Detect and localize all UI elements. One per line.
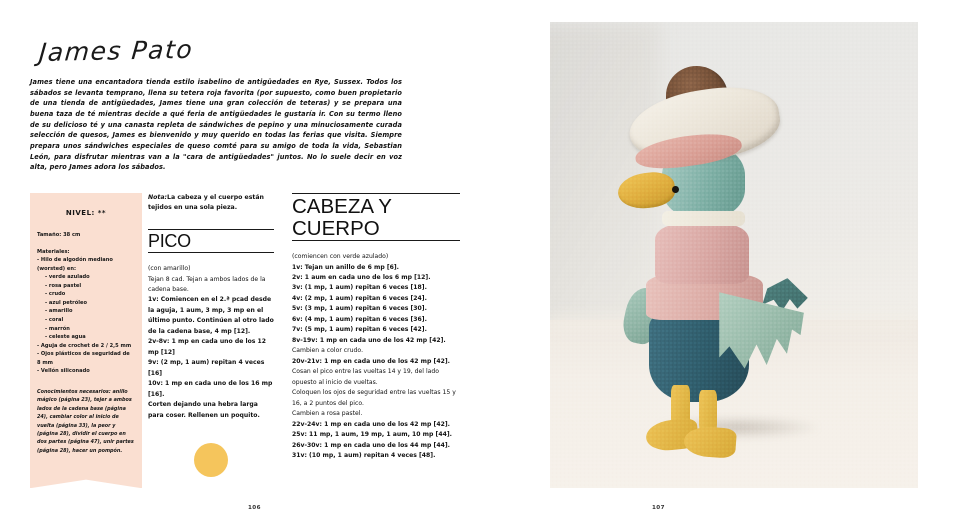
pico-rule-top bbox=[148, 229, 274, 230]
cabeza-row: 8v-19v: 1 mp en cada uno de los 42 mp [42]. bbox=[292, 336, 446, 344]
pico-instructions bbox=[148, 264, 274, 421]
pico-column bbox=[142, 193, 282, 477]
cabeza-row: 20v-21v: 1 mp en cada uno de los 42 mp [42]. bbox=[292, 357, 450, 365]
material-color: - marrón bbox=[45, 325, 70, 332]
page-number-left: 106 bbox=[248, 505, 261, 511]
material-color: - celeste agua bbox=[45, 334, 86, 341]
cabeza-row: Cambien a color crudo. bbox=[292, 347, 364, 355]
cabeza-color-note: (comiencen con verde azulado) bbox=[292, 253, 389, 261]
pattern-columns bbox=[30, 193, 494, 477]
material-color: - verde azulado bbox=[45, 274, 90, 281]
duck-foot-right bbox=[683, 426, 737, 460]
cabeza-rule-top bbox=[292, 193, 460, 194]
pico-row: 10v: 1 mp en cada uno de los 16 mp [16]. bbox=[148, 380, 273, 398]
pico-color-note: (con amarillo) bbox=[148, 265, 191, 273]
duck-neck-pink-section bbox=[655, 224, 749, 285]
cabeza-row: 6v: (4 mp, 1 aum) repitan 6 veces [36]. bbox=[292, 315, 427, 323]
material-color: - coral bbox=[45, 316, 64, 323]
nota-block bbox=[148, 193, 274, 213]
material-color: - azul petróleo bbox=[45, 299, 87, 306]
info-column bbox=[30, 193, 142, 477]
nota-label: Nota: bbox=[148, 194, 168, 202]
right-page bbox=[520, 0, 960, 525]
pico-heading: PICO bbox=[148, 232, 274, 253]
duck-leg-right bbox=[699, 390, 717, 432]
cabeza-row: 2v: 1 aum en cada uno de los 6 mp [12]. bbox=[292, 274, 431, 282]
cabeza-row: 31v: (10 mp, 1 aum) repitan 4 veces [48]. bbox=[292, 451, 436, 459]
cabeza-row: 7v: (5 mp, 1 aum) repitan 6 veces [42]. bbox=[292, 326, 427, 334]
duck-head-cream-stripe bbox=[662, 211, 745, 226]
yarn-color-swatch bbox=[194, 443, 228, 477]
pico-heading-wrap bbox=[148, 229, 274, 253]
cabeza-row: 22v-24v: 1 mp en cada uno de los 42 mp [42]. bbox=[292, 420, 450, 428]
hilo-label: - Hilo de algodón mediano (worsted) en: bbox=[37, 257, 113, 272]
cabeza-row: 25v: 11 mp, 1 aum, 19 mp, 1 aum, 10 mp [44]. bbox=[292, 431, 452, 439]
pico-row: 9v: (2 mp, 1 aum) repitan 4 veces [16] bbox=[148, 359, 265, 377]
pico-row: Tejan 8 cad. Tejan a ambos lados de la cadena base. bbox=[148, 275, 266, 293]
page-title: James Pato bbox=[37, 34, 195, 67]
cabeza-heading: CABEZA Y CUERPO bbox=[292, 196, 460, 241]
nivel-label: NIVEL: ** bbox=[65, 209, 107, 218]
material-extra: - Vellón siliconado bbox=[37, 368, 90, 375]
materiales-label: Materiales: bbox=[37, 248, 70, 255]
material-color: - crudo bbox=[45, 291, 66, 298]
cabeza-row: 3v: (1 mp, 1 aum) repitan 6 veces [18]. bbox=[292, 284, 427, 292]
page-number-right: 107 bbox=[652, 505, 665, 511]
cabeza-row: Coloquen los ojos de seguridad entre las vueltas 15 y 16, a 2 puntos del pico. bbox=[292, 389, 456, 407]
info-banner bbox=[30, 193, 142, 471]
cabeza-row: 4v: (2 mp, 1 aum) repitan 6 veces [24]. bbox=[292, 294, 427, 302]
pico-row: Corten dejando una hebra larga para coser. Rellenen un poquito. bbox=[148, 401, 260, 419]
material-color: - amarillo bbox=[45, 308, 73, 315]
cabeza-heading-wrap bbox=[292, 193, 460, 241]
cabeza-row: 5v: (3 mp, 1 aum) repitan 6 veces [30]. bbox=[292, 305, 427, 313]
cabeza-cuerpo-column bbox=[282, 193, 460, 477]
cabeza-row: Cosan el pico entre las vueltas 14 y 19, del lado opuesto al inicio de vueltas. bbox=[292, 368, 440, 386]
duck-photograph bbox=[550, 22, 918, 488]
cabeza-row: 1v: Tejan un anillo de 6 mp [6]. bbox=[292, 263, 399, 271]
cabeza-row: 26v-30v: 1 mp en cada uno de los 44 mp [44]. bbox=[292, 441, 450, 449]
cabeza-row: Cambien a rosa pastel. bbox=[292, 410, 363, 418]
material-extra: - Aguja de crochet de 2 / 2,5 mm bbox=[37, 342, 132, 349]
material-extra: - Ojos plásticos de seguridad de 8 mm bbox=[37, 351, 130, 366]
conocimientos-note: Conocimientos necesarios: anillo mágico (página 23), tejer a ambos lados de la cadena base (página 24), cambiar color al inicio de vuelta (página 33), la peor y (página 28), dividir el cuerpo en dos partes (página 47), unir partes (página 28), hacer un pompón. bbox=[37, 388, 134, 454]
pico-row: 1v: Comiencen en el 2.ª pcad desde la aguja, 1 aum, 3 mp, 3 mp en el último punto. Continúen al otro lado de la cadena base, 4 mp [12]. bbox=[148, 296, 274, 335]
crochet-duck-figure bbox=[550, 22, 918, 488]
nota-text: La cabeza y el cuerpo están tejidos en una sola pieza. bbox=[148, 194, 264, 212]
cabeza-instructions bbox=[292, 252, 460, 461]
material-color: - rosa pastel bbox=[45, 282, 82, 289]
intro-paragraph: James tiene una encantadora tienda estilo isabelino de antigüedades en Rye, Sussex. Todos los sábados se levanta temprano, llena su tetera roja favorita (por supuesto, como buen propietario de una tienda de antigüedades, James tiene una gran colección de teteras) y se prepara una buena taza de té mientras decide a qué feria de antigüedades le gustaría ir. Con su termo lleno de su delicioso té y una canasta repleta de sándwiches de pepino y una minuciosamente curada selección de quesos, James es bienvenido y muy querido en todas las ferias que visita. Siempre prepara unos sándwiches especiales de queso comté para su amigo de toda la vida, Sebastian León, para disfrutar mientras van a la "cara de antigüedades" juntos. No lo suele decir en voz alta, pero James adora los sábados. bbox=[30, 78, 402, 172]
tamano-line: Tamaño: 38 cm bbox=[37, 232, 81, 239]
pico-row: 2v-8v: 1 mp en cada uno de los 12 mp [12] bbox=[148, 338, 267, 356]
